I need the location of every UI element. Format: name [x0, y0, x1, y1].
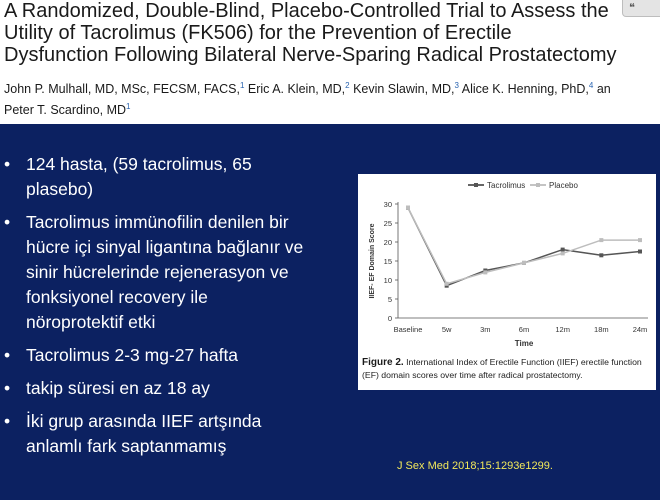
bullet-item	[0, 376, 360, 401]
bullet-item	[0, 210, 360, 335]
x-tick-label: 5w	[441, 325, 452, 334]
data-point	[445, 282, 449, 286]
data-point	[561, 248, 565, 252]
author-name: Alice K. Henning, PhD,	[458, 82, 589, 97]
y-tick-label: 0	[387, 314, 392, 323]
x-tick-label: 6m	[518, 325, 530, 334]
legend-marker	[536, 183, 540, 187]
bullet-text: Tacrolimus 2-3 mg-27 hafta	[26, 345, 239, 365]
author-name: an	[593, 82, 611, 97]
author-affiliation: 4	[588, 81, 594, 90]
bullet-marker: •	[4, 154, 11, 174]
bullet-item	[0, 409, 360, 459]
data-point	[522, 261, 526, 265]
bullet-list	[0, 152, 360, 467]
author-affiliation: 3	[454, 81, 459, 90]
x-tick-label: 24m	[632, 325, 648, 334]
x-tick-label: Baseline	[393, 325, 423, 334]
bullet-text: takip süresi en az 18 ay	[26, 378, 210, 398]
y-tick-label: 10	[383, 276, 392, 285]
author-name: Eric A. Klein, MD,	[244, 82, 346, 97]
bullet-marker: •	[4, 345, 11, 365]
data-point	[638, 238, 642, 242]
y-tick-label: 20	[383, 238, 392, 247]
y-axis-label: IIEF- EF Domain Score	[369, 223, 376, 299]
data-point	[561, 251, 565, 255]
bullet-marker: •	[4, 378, 11, 398]
figure-caption-text: International Index of Erectile Function (IIEF) erectile function (EF) domain scores over time after radical prostatectomy.	[362, 357, 642, 380]
figure-label: Figure 2.	[362, 357, 404, 368]
author-affiliation: 2	[345, 81, 350, 90]
bullet-text: İki grup arasında IIEF artşında anlamlı fark saptanmamış	[26, 411, 262, 456]
data-point	[406, 206, 410, 210]
y-tick-label: 5	[387, 295, 392, 304]
journal-citation: J Sex Med 2018;15:1293e1299.	[397, 460, 553, 472]
series-line-placebo	[408, 208, 640, 284]
bullet-text: 124 hasta, (59 tacrolimus, 65 plasebo)	[26, 154, 252, 199]
data-point	[638, 250, 642, 254]
x-tick-label: 18m	[594, 325, 609, 334]
author-line-2	[4, 98, 660, 119]
author-affiliation: 1	[239, 81, 245, 90]
article-header	[0, 0, 660, 124]
data-point	[483, 270, 487, 274]
series-line-tacrolimus	[408, 208, 640, 286]
quote-icon: ❝	[629, 2, 635, 14]
bullet-item	[0, 343, 360, 368]
line-chart	[358, 174, 656, 354]
legend-label: Placebo	[549, 181, 578, 190]
y-tick-label: 15	[383, 257, 392, 266]
author-name: Kevin Slawin, MD,	[349, 82, 455, 97]
figure-caption	[362, 356, 654, 381]
x-axis-label: Time	[514, 339, 534, 348]
author-line-1	[4, 77, 660, 98]
author-name: Peter T. Scardino, MD	[4, 103, 127, 118]
figure-panel	[358, 174, 656, 390]
legend-label: Tacrolimus	[487, 181, 526, 190]
author-name: John P. Mulhall, MD, MSc, FECSM, FACS,	[4, 82, 240, 97]
data-point	[599, 238, 603, 242]
bullet-marker: •	[4, 411, 11, 431]
legend-marker	[474, 183, 478, 187]
x-tick-label: 3m	[480, 325, 491, 334]
data-point	[599, 253, 603, 257]
y-tick-label: 30	[383, 200, 392, 209]
x-tick-label: 12m	[555, 325, 570, 334]
author-affiliation: 1	[126, 102, 131, 112]
y-tick-label: 25	[383, 219, 392, 228]
bullet-text: Tacrolimus immünofilin denilen bir hücre içi sinyal ligantına bağlanır ve sinir hücrelerinde rejenerasyon ve fonksiyonel recovery ile nöroprotektif etki	[26, 212, 304, 332]
bullet-marker: •	[4, 212, 11, 232]
article-title: A Randomized, Double-Blind, Placebo-Controlled Trial to Assess the Utility of Tacrolimus (FK506) for the Prevention of Erectile Dysfunction Following Bilateral Nerve-Sparing Radical Prostatectomy	[4, 0, 617, 66]
cite-button[interactable]	[622, 0, 660, 17]
bullet-item	[0, 152, 360, 202]
author-list	[4, 77, 660, 119]
